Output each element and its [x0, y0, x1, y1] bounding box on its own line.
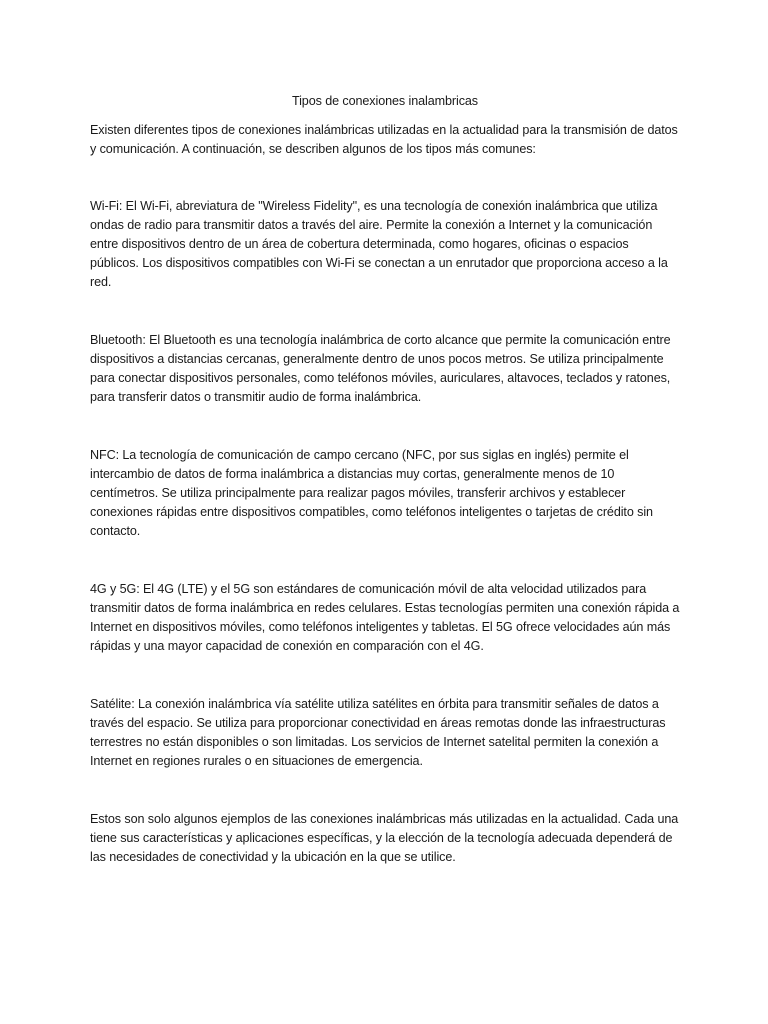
- paragraph-satelite: Satélite: La conexión inalámbrica vía satélite utiliza satélites en órbita para transmitir señales de datos a través del espacio. Se utiliza para proporcionar conectividad en áreas remotas donde las infraestructuras terrestres no están disponibles o son limitadas. Los servicios de Internet satelital permiten la conexión a Internet en regiones rurales o en situaciones de emergencia.: [90, 697, 666, 768]
- document-body: [90, 92, 680, 867]
- paragraph-bluetooth: Bluetooth: El Bluetooth es una tecnología inalámbrica de corto alcance que permite la comunicación entre dispositivos a distancias cercanas, generalmente dentro de unos pocos metros. Se utiliza principalmente para conectar dispositivos personales, como teléfonos móviles, auriculares, altavoces, teclados y ratones, para transferir datos o transmitir audio de forma inalámbrica.: [90, 333, 671, 404]
- page-title: Tipos de conexiones inalambricas: [291, 94, 479, 108]
- paragraph-4g-5g: 4G y 5G: El 4G (LTE) y el 5G son estándares de comunicación móvil de alta velocidad utilizados para transmitir datos de forma inalámbrica en redes celulares. Estas tecnologías permiten una conexión rápida a Internet en dispositivos móviles, como teléfonos inteligentes y tabletas. El 5G ofrece velocidades aún más rápidas y una mayor capacidad de conexión en comparación con el 4G.: [90, 582, 680, 653]
- paragraph-wifi: Wi-Fi: El Wi-Fi, abreviatura de "Wireless Fidelity", es una tecnología de conexión inalámbrica que utiliza ondas de radio para transmitir datos a través del aire. Permite la conexión a Internet y la comunicación entre dispositivos dentro de un área de cobertura determinada, como hogares, oficinas o espacios públicos. Los dispositivos compatibles con Wi-Fi se conectan a un enrutador que proporciona acceso a la red.: [90, 199, 668, 289]
- paragraph-conclusion: Estos son solo algunos ejemplos de las conexiones inalámbricas más utilizadas en la actualidad. Cada una tiene sus características y aplicaciones específicas, y la elección de la tecnología adecuada dependerá de las necesidades de conectividad y la ubicación en la que se utilice.: [90, 812, 679, 864]
- intro-paragraph: Existen diferentes tipos de conexiones inalámbricas utilizadas en la actualidad para la transmisión de datos y comunicación. A continuación, se describen algunos de los tipos más comunes:: [90, 123, 678, 156]
- paragraph-nfc: NFC: La tecnología de comunicación de campo cercano (NFC, por sus siglas en inglés) permite el intercambio de datos de forma inalámbrica a distancias muy cortas, generalmente menos de 10 centímetros. Se utiliza principalmente para realizar pagos móviles, transferir archivos y establecer conexiones rápidas entre dispositivos compatibles, como teléfonos inteligentes o tarjetas de crédito sin contacto.: [90, 448, 653, 538]
